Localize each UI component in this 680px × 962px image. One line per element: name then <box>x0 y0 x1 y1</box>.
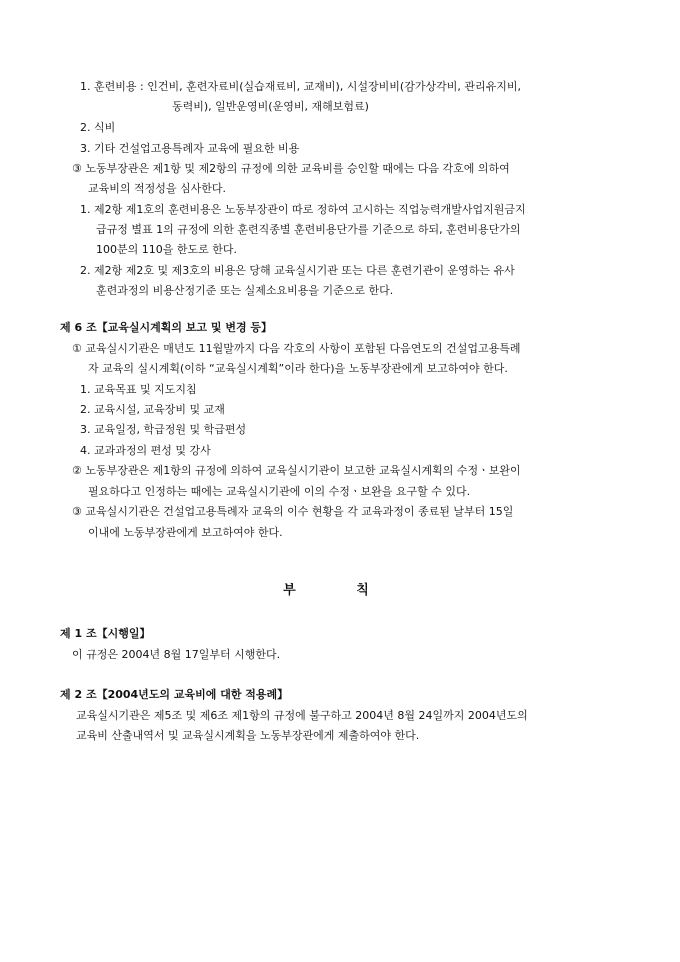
article6-para2-line-2: 필요하다고 인정하는 때에는 교육실시기관에 이의 수정ㆍ보완을 요구할 수 있다. <box>88 485 471 498</box>
plan-item-1: 1. 교육목표 및 지도지침 <box>80 383 197 396</box>
review-item-2-line-1: 2. 제2항 제2호 및 제3호의 비용은 당해 교육실시기관 또는 다른 훈련기관이 운영하는 유사 <box>80 264 515 277</box>
article6-heading: 제 6 조【교육실시계획의 보고 및 변경 등】 <box>60 321 273 334</box>
review-item-2-line-2: 훈련과정의 비용산정기준 또는 실제소요비용을 기준으로 한다. <box>96 284 394 297</box>
supp-article1-text: 이 규정은 2004년 8월 17일부터 시행한다. <box>72 648 281 661</box>
cost-item-3: 3. 기타 건설업고용특례자 교육에 필요한 비용 <box>80 142 300 155</box>
plan-item-2: 2. 교육시설, 교육장비 및 교재 <box>80 403 225 416</box>
article6-para3-line-1: ③ 교육실시기관은 건설업고용특례자 교육의 이수 현황을 각 교육과정이 종료된 날부터 15일 <box>72 505 514 518</box>
article6-para3-line-2: 이내에 노동부장관에게 보고하여야 한다. <box>88 526 283 539</box>
supp-article1-heading: 제 1 조【시행일】 <box>60 627 151 640</box>
review-item-1-line-2: 급규정 별표 1의 규정에 의한 훈련직종별 훈련비용단가를 기준으로 하되, 훈련비용단가의 <box>96 223 521 236</box>
supp-article2-line-2: 교육비 산출내역서 및 교육실시계획을 노동부장관에게 제출하여야 한다. <box>76 729 420 742</box>
article6-para2-line-1: ② 노동부장관은 제1항의 규정에 의하여 교육실시기관이 보고한 교육실시계획의 수정ㆍ보완이 <box>72 464 521 477</box>
article5-para3-line-1: ③ 노동부장관은 제1항 및 제2항의 규정에 의한 교육비를 승인할 때에는 다음 각호에 의하여 <box>72 162 510 175</box>
article6-para1-line-1: ① 교육실시기관은 매년도 11월말까지 다음 각호의 사항이 포함된 다음연도의 건설업고용특례 <box>72 342 521 355</box>
supp-article2-line-1: 교육실시기관은 제5조 및 제6조 제1항의 규정에 불구하고 2004년 8월 24일까지 2004년도의 <box>76 709 528 722</box>
supp-article2-heading: 제 2 조【2004년도의 교육비에 대한 적용례】 <box>60 688 289 701</box>
article6-para1-line-2: 자 교육의 실시계획(이하 “교육실시계획”이라 한다)을 노동부장관에게 보고하여야 한다. <box>88 362 508 375</box>
plan-item-4: 4. 교과과정의 편성 및 강사 <box>80 444 211 457</box>
cost-item-1-line-1: 1. 훈련비용 : 인건비, 훈련자료비(실습재료비, 교재비), 시설장비비(감가상각비, 관리유지비, <box>80 80 521 93</box>
review-item-1-line-3: 100분의 110을 한도로 한다. <box>96 243 237 256</box>
cost-item-2: 2. 식비 <box>80 121 116 134</box>
article5-para3-line-2: 교육비의 적정성을 심사한다. <box>88 182 227 195</box>
plan-item-3: 3. 교육일정, 학급정원 및 학급편성 <box>80 423 247 436</box>
supplementary-title: 부 칙 <box>283 583 397 598</box>
review-item-1-line-1: 1. 제2항 제1호의 훈련비용은 노동부장관이 따로 정하여 고시하는 직업능력개발사업지원금지 <box>80 203 526 216</box>
cost-item-1-line-2: 동력비), 일반운영비(운영비, 재해보험료) <box>172 100 369 113</box>
